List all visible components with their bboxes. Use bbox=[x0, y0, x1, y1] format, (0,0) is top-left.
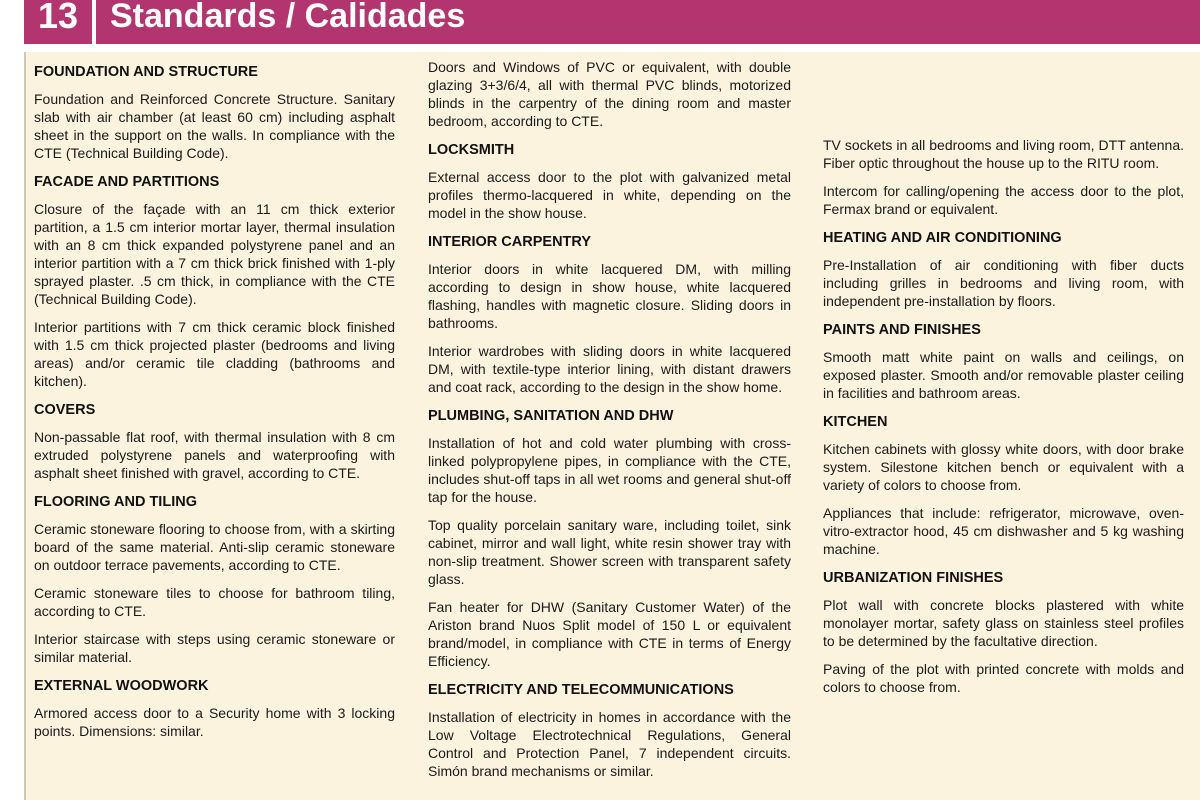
section-heading: FACADE AND PARTITIONS bbox=[34, 174, 220, 190]
column-middle bbox=[428, 58, 791, 790]
section-continued bbox=[823, 136, 1184, 218]
section-paragraph: Fan heater for DHW (Sanitary Customer Water) of the Ariston brand Nuos Split model of 150 L or equivalent brand/model, in compliance with CTE in terms of Energy Efficiency. bbox=[428, 599, 791, 669]
section-number: 13 bbox=[37, 0, 79, 36]
section-flooring-and-tiling bbox=[34, 492, 395, 666]
section-foundation-and-structure bbox=[34, 62, 395, 162]
section-continued bbox=[428, 58, 791, 130]
section-paragraph: Installation of electricity in homes in accordance with the Low Voltage Electrotechnical Regulations, General Control and Protection Panel, 7 independent circuits. Simón brand mechanisms or similar. bbox=[428, 709, 791, 779]
section-heading: FOUNDATION AND STRUCTURE bbox=[34, 64, 258, 80]
section-heating-and-air-conditioning bbox=[823, 228, 1184, 310]
section-interior-carpentry bbox=[428, 232, 791, 396]
section-covers bbox=[34, 400, 395, 482]
section-paragraph: Non-passable flat roof, with thermal insulation with 8 cm extruded polystyrene panels and waterproofing with asphalt sheet finished with gravel, according to CTE. bbox=[34, 429, 395, 481]
section-paragraph: Pre-Installation of air conditioning with fiber ducts including grilles in bedrooms and living room, with independent pre-installation by floors. bbox=[823, 257, 1184, 309]
section-heading: HEATING AND AIR CONDITIONING bbox=[823, 230, 1062, 246]
section-heading: INTERIOR CARPENTRY bbox=[428, 234, 591, 250]
section-paragraph: Installation of hot and cold water plumbing with cross-linked polypropylene pipes, in compliance with the CTE, includes shut-off taps in all wet rooms and general shut-off tap for the house. bbox=[428, 435, 791, 505]
section-paragraph: Closure of the façade with an 11 cm thick exterior partition, a 1.5 cm interior mortar layer, thermal insulation with an 8 cm thick expanded polystyrene panel and an interior partition with a 7 cm thick brick finished with 1-ply sprayed plaster. .5 cm thick, in compliance with the CTE (Technical Building Code). bbox=[34, 201, 395, 307]
section-paragraph: Kitchen cabinets with glossy white doors, with door brake system. Silestone kitchen bench or equivalent with a variety of colors to choose from. bbox=[823, 441, 1184, 493]
section-external-woodwork bbox=[34, 676, 395, 740]
section-heading: ELECTRICITY AND TELECOMMUNICATIONS bbox=[428, 682, 734, 698]
section-heading: PLUMBING, SANITATION AND DHW bbox=[428, 408, 674, 424]
page-title: Standards / Calidades bbox=[110, 0, 466, 35]
section-heading: PAINTS AND FINISHES bbox=[823, 322, 981, 338]
section-paragraph: Interior staircase with steps using ceramic stoneware or similar material. bbox=[34, 631, 395, 665]
section-heading: FLOORING AND TILING bbox=[34, 494, 197, 510]
section-facade-and-partitions bbox=[34, 172, 395, 390]
section-paragraph: Paving of the plot with printed concrete with molds and colors to choose from. bbox=[823, 661, 1184, 695]
section-paragraph: Interior doors in white lacquered DM, with milling according to design in show house, white lacquered flashing, handles with magnetic closure. Sliding doors in bathrooms. bbox=[428, 261, 791, 331]
section-paragraph: Armored access door to a Security home with 3 locking points. Dimensions: similar. bbox=[34, 705, 395, 739]
section-urbanization-finishes bbox=[823, 568, 1184, 696]
section-paragraph: Top quality porcelain sanitary ware, including toilet, sink cabinet, mirror and wall light, white resin shower tray with non-slip treatment. Shower screen with transparent safety glass. bbox=[428, 517, 791, 587]
section-plumbing-sanitation-and-dhw bbox=[428, 406, 791, 670]
section-paragraph: TV sockets in all bedrooms and living room, DTT antenna. Fiber optic throughout the house up to the RITU room. bbox=[823, 137, 1184, 171]
section-heading: URBANIZATION FINISHES bbox=[823, 570, 1004, 586]
section-paragraph: Ceramic stoneware tiles to choose for bathroom tiling, according to CTE. bbox=[34, 585, 395, 619]
section-paints-and-finishes bbox=[823, 320, 1184, 402]
section-electricity-and-telecommunications bbox=[428, 680, 791, 780]
section-paragraph: Foundation and Reinforced Concrete Structure. Sanitary slab with air chamber (at least 60 cm) including asphalt sheet in the support on the walls. In compliance with the CTE (Technical Building Code). bbox=[34, 91, 395, 161]
section-paragraph: External access door to the plot with galvanized metal profiles thermo-lacquered in white, depending on the model in the show house. bbox=[428, 169, 791, 221]
section-locksmith bbox=[428, 140, 791, 222]
section-heading: EXTERNAL WOODWORK bbox=[34, 678, 209, 694]
content-panel bbox=[24, 52, 1200, 800]
section-paragraph: Intercom for calling/opening the access door to the plot, Fermax brand or equivalent. bbox=[823, 183, 1184, 217]
section-paragraph: Plot wall with concrete blocks plastered with white monolayer mortar, safety glass on stainless steel profiles to be determined by the facultative direction. bbox=[823, 597, 1184, 649]
section-heading: KITCHEN bbox=[823, 414, 888, 430]
section-paragraph: Smooth matt white paint on walls and ceilings, on exposed plaster. Smooth and/or removable plaster ceiling in facilities and bathroom areas. bbox=[823, 349, 1184, 401]
section-paragraph: Interior wardrobes with sliding doors in white lacquered DM, with textile-type interior lining, with distant drawers and coat rack, according to the design in the show home. bbox=[428, 343, 791, 395]
section-heading: LOCKSMITH bbox=[428, 142, 515, 158]
column-left bbox=[34, 62, 395, 750]
section-heading: COVERS bbox=[34, 402, 96, 418]
section-paragraph: Interior partitions with 7 cm thick ceramic block finished with 1.5 cm thick projected plaster (bedrooms and living areas) and/or ceramic tile cladding (bathrooms and kitchen). bbox=[34, 319, 395, 389]
column-right bbox=[823, 136, 1184, 706]
header-divider bbox=[92, 0, 96, 44]
section-paragraph: Ceramic stoneware flooring to choose from, with a skirting board of the same material. Anti-slip ceramic stoneware on outdoor terrace pavements, according to CTE. bbox=[34, 521, 395, 573]
section-paragraph: Doors and Windows of PVC or equivalent, with double glazing 3+3/6/4, all with thermal PVC blinds, motorized blinds in the carpentry of the dining room and master bedroom, according to CTE. bbox=[428, 59, 791, 129]
section-paragraph: Appliances that include: refrigerator, microwave, oven-vitro-extractor hood, 45 cm dishwasher and 5 kg washing machine. bbox=[823, 505, 1184, 557]
section-kitchen bbox=[823, 412, 1184, 558]
